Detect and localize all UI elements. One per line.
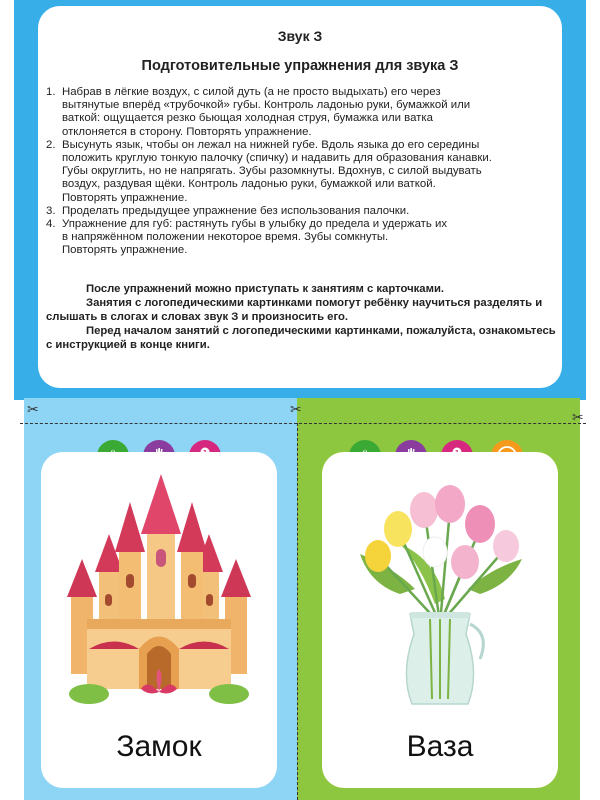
exercise-line: Повторять упражнение. bbox=[62, 191, 188, 204]
exercise-line: Повторять упражнение. bbox=[62, 244, 188, 257]
after-paragraph: После упражнений можно приступать к занятиям с карточками. bbox=[86, 283, 445, 295]
exercise-item bbox=[46, 218, 556, 258]
exercise-item bbox=[46, 86, 556, 139]
exercise-line: отклоняется в сторону. Повторять упражнение. bbox=[62, 125, 312, 138]
castle-image bbox=[59, 474, 259, 709]
exercise-line: вытянутые вперёд «трубочкой» губы. Контроль ладонью руки, бумажкой или bbox=[62, 99, 471, 112]
exercise-line: Проделать предыдущее упражнение без использования палочки. bbox=[62, 204, 410, 217]
exercise-number: 3. bbox=[46, 204, 56, 217]
exercise-number: 2. bbox=[46, 138, 56, 151]
cut-line-horizontal bbox=[20, 423, 586, 424]
scissors-icon: ✂ bbox=[572, 409, 584, 425]
exercise-line: Набрав в лёгкие воздух, с силой дуть (а не просто выдыхать) его через bbox=[62, 86, 441, 98]
after-paragraph: Перед началом занятий с логопедическими картинками, пожалуйста, ознакомьтесь с инструкцией в конце книги. bbox=[46, 325, 556, 351]
exercise-line: ваткой: ощущается резко бьющая холодная струя, бумажка или ватка bbox=[62, 112, 433, 125]
exercise-line: воздух, раздувая щёки. Контроль ладонью руки, бумажкой или ваткой. bbox=[62, 178, 436, 191]
picture-card bbox=[322, 452, 558, 788]
exercise-line: Губы округлить, но не напрягать. Зубы разомкнуты. Вдохнув, с силой выдувать bbox=[62, 165, 482, 178]
exercise-line: в напряжённом положении некоторое время. Зубы сомкнуты. bbox=[62, 231, 389, 244]
exercise-item bbox=[46, 139, 556, 205]
exercise-number: 1. bbox=[46, 86, 56, 98]
card-word: Замок bbox=[116, 730, 202, 763]
exercise-item bbox=[46, 205, 556, 218]
cut-line-vertical bbox=[297, 423, 298, 800]
instruction-card bbox=[38, 6, 562, 388]
card-word: Ваза bbox=[406, 730, 474, 763]
exercise-line: положить круглую тонкую палочку (спичку) и надавить для образования канавки. bbox=[62, 152, 492, 165]
exercise-list bbox=[46, 86, 556, 258]
after-exercises-text bbox=[46, 282, 556, 352]
exercise-line: Высунуть язык, чтобы он лежал на нижней губе. Вдоль языка до его середины bbox=[62, 138, 480, 151]
exercise-line: Упражнение для губ: растянуть губы в улыбку до предела и удержать их bbox=[62, 218, 448, 231]
exercises-title: Подготовительные упражнения для звука З bbox=[141, 58, 459, 74]
vase-with-tulips-image bbox=[340, 474, 540, 709]
scissors-icon: ✂ bbox=[27, 401, 39, 417]
after-paragraph: Занятия с логопедическими картинками помогут ребёнку научиться разделять и слышать в слогах и словах звук З и произносить его. bbox=[46, 297, 543, 323]
scissors-icon: ✂ bbox=[290, 401, 302, 417]
sound-title: Звук З bbox=[277, 28, 323, 44]
exercise-number: 4. bbox=[46, 218, 56, 231]
picture-card bbox=[41, 452, 277, 788]
